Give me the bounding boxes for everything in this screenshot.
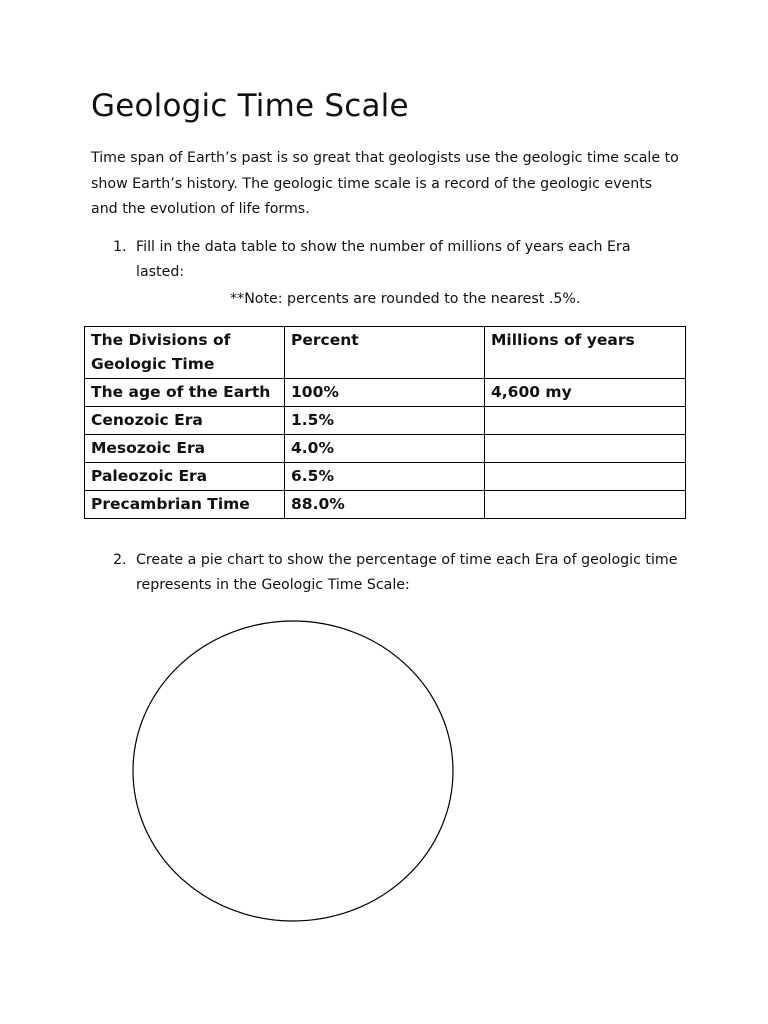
question-2-text: Create a pie chart to show the percentage of time each Era of geologic time represents in the Geologic Time Scale: xyxy=(136,552,678,593)
row-millions-of-years[interactable] xyxy=(485,435,686,463)
question-2-number: 2. xyxy=(113,552,127,568)
header-percent: Percent xyxy=(285,327,485,379)
row-percent: 4.0% xyxy=(285,435,485,463)
question-1-text: Fill in the data table to show the number of millions of years each Era lasted: xyxy=(136,239,631,280)
header-divisions: The Divisions of Geologic Time xyxy=(85,327,285,379)
row-division: Paleozoic Era xyxy=(85,463,285,491)
table-row xyxy=(85,407,686,435)
table-row xyxy=(85,463,686,491)
page-title: Geologic Time Scale xyxy=(91,88,409,124)
row-division: The age of the Earth xyxy=(85,379,285,407)
row-division: Cenozoic Era xyxy=(85,407,285,435)
table-header-row xyxy=(85,327,686,379)
row-percent: 6.5% xyxy=(285,463,485,491)
row-millions-of-years[interactable]: 4,600 my xyxy=(485,379,686,407)
question-1 xyxy=(113,235,653,285)
row-division: Mesozoic Era xyxy=(85,435,285,463)
row-percent: 1.5% xyxy=(285,407,485,435)
row-millions-of-years[interactable] xyxy=(485,491,686,519)
header-millions-of-years: Millions of years xyxy=(485,327,686,379)
table-row xyxy=(85,435,686,463)
intro-paragraph: Time span of Earth’s past is so great that geologists use the geologic time scale to show Earth’s history. The geologic time scale is a record of the geologic events and the evolution of life forms. xyxy=(91,150,679,217)
row-division: Precambrian Time xyxy=(85,491,285,519)
rounding-note: **Note: percents are rounded to the nearest .5%. xyxy=(230,291,581,307)
era-data-table xyxy=(84,326,686,519)
row-millions-of-years[interactable] xyxy=(485,463,686,491)
row-percent: 100% xyxy=(285,379,485,407)
table-row xyxy=(85,379,686,407)
row-millions-of-years[interactable] xyxy=(485,407,686,435)
row-percent: 88.0% xyxy=(285,491,485,519)
blank-pie-chart-circle xyxy=(132,620,456,924)
question-1-number: 1. xyxy=(113,239,127,255)
question-2 xyxy=(113,548,693,598)
table-row xyxy=(85,491,686,519)
